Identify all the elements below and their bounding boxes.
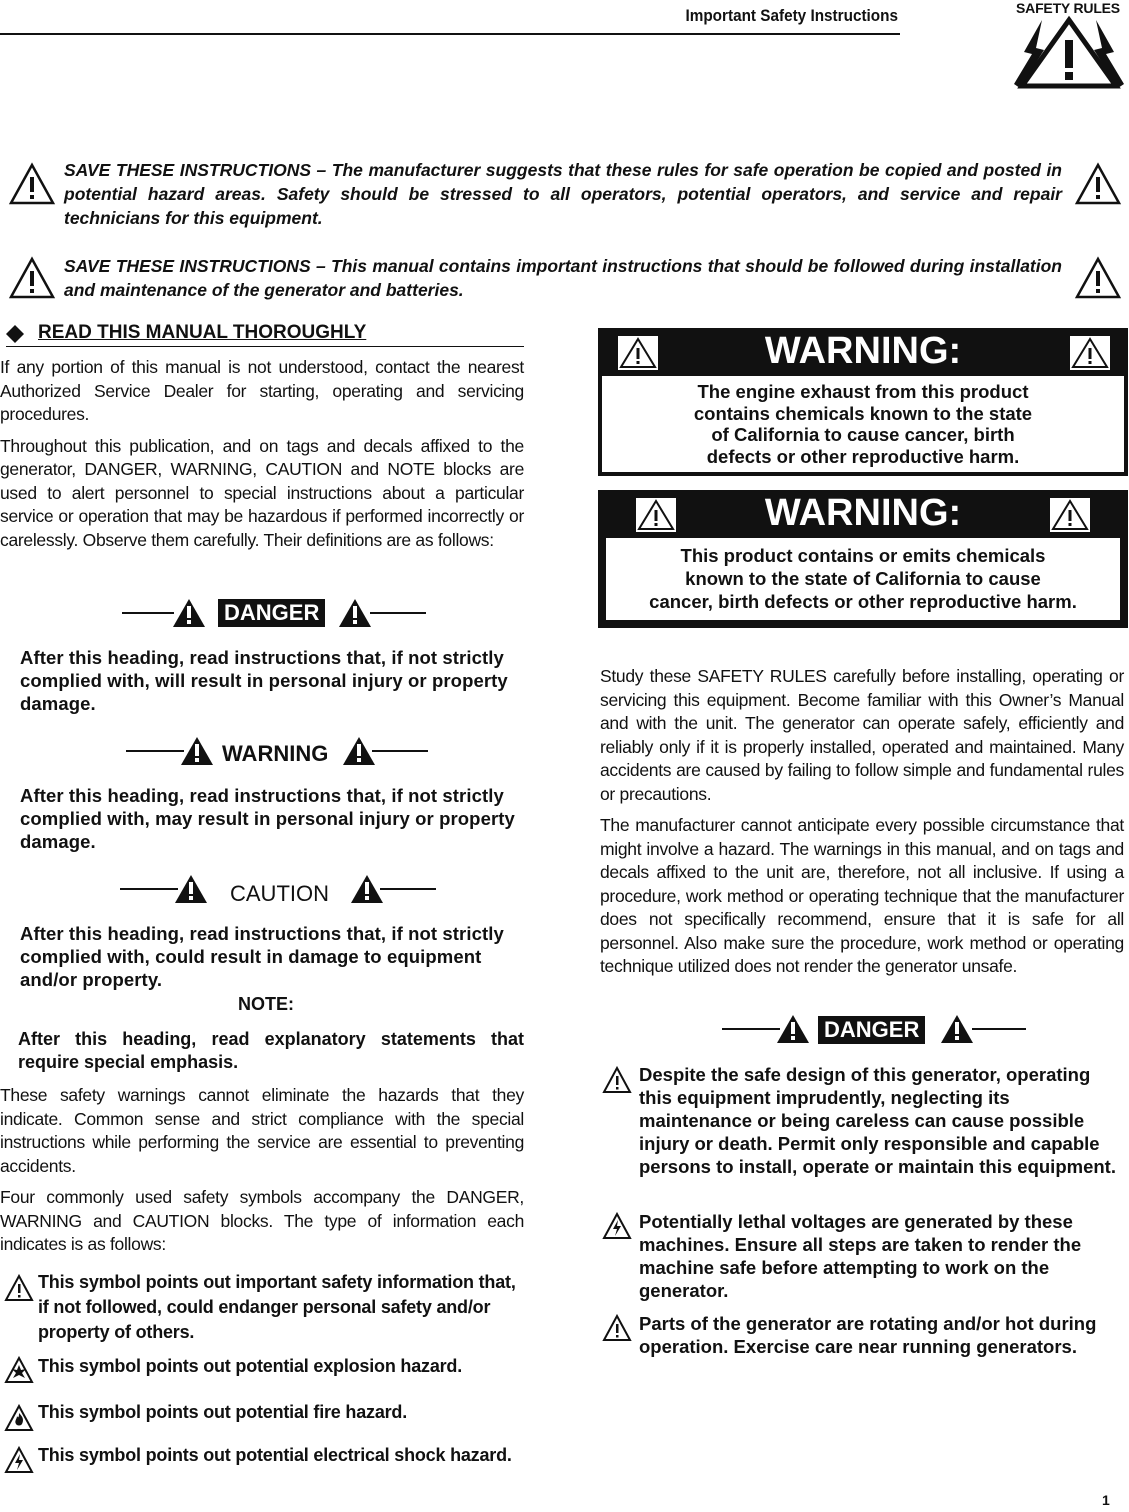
save-instructions-notice-1 [64,158,1062,230]
danger-item: Parts of the generator are rotating and/or hot during operation. Exercise care near running generators. [639,1313,1097,1357]
warning-box-line: contains chemicals known to the state [693,402,1033,424]
danger-label: DANGER [218,599,325,627]
warning-box-line: The engine exhaust from this product [697,381,1029,402]
warning-triangle-icon [602,1066,632,1094]
warning-triangle-icon [1074,256,1122,300]
page-header-title: Important Safety Instructions [685,6,898,25]
save-instructions-notice-2 [64,254,1062,302]
warning-triangle-icon [8,162,56,206]
symbol-description: This symbol points out potential explosion hazard. [38,1356,463,1376]
warning-triangle-icon [1050,498,1090,532]
safety-rules-lightning-icon [1010,14,1128,90]
right-paragraph: Study these SAFETY RULES carefully before installing, operating or servicing this equipment. Become familiar with this Owner’s Manual and with the unit. The generator can operate safely, efficiently and reliably only if it is properly installed, operated and maintained. Many accidents are caused by failing to follow simple and fundamental rules or precautions. [600,666,1124,804]
caution-rule-right [380,888,436,890]
danger-item: Despite the safe design of this generator, operating this equipment imprudently, neglecting its maintenance or being careless can cause possible injury or death. Permit only responsible and capable persons to install, operate or maintain this equipment. [639,1064,1116,1177]
save-notice-text: – This manual contains important instructions that should be followed during installation and maintenance of the generator and batteries. [64,256,1062,300]
warning-box-line: known to the state of California to cause [685,568,1041,589]
danger-triangle-icon [776,1014,810,1044]
california-warning-box-1 [598,328,1128,476]
right-paragraphs [600,665,1124,987]
closing-paragraph: These safety warnings cannot eliminate the hazards that they indicate. Common sense and strict compliance with the special instructions while performing the service are essential to preventing accidents. [0,1085,524,1176]
save-notice-lead: SAVE THESE INSTRUCTIONS [64,160,312,180]
danger-triangle-icon [338,598,372,628]
danger-rule-right [370,612,426,614]
warning-triangle-icon [602,1314,632,1342]
danger-item: Potentially lethal voltages are generated by these machines. Ensure all steps are taken to render the machine safe before attempting to work on the generator. [639,1211,1082,1301]
diamond-bullet-icon [6,325,24,343]
danger-definition: After this heading, read instructions that, if not strictly complied with, will result in personal injury or property damage. [20,647,508,714]
electric-shock-icon [602,1212,632,1240]
intro-paragraph: If any portion of this manual is not understood, contact the nearest Authorized Service Dealer for starting, operating and servicing procedures. [0,357,524,424]
save-notice-text: – The manufacturer suggests that these rules for safe operation be copied and posted in potential hazard areas. Safety should be stressed to all operators, potential operators, and service and repair technicians for this equipment. [64,160,1062,228]
warning-triangle-icon [8,256,56,300]
header-rule [0,33,900,35]
closing-paragraph: Four commonly used safety symbols accompany the DANGER, WARNING and CAUTION blocks. The type of information each indicates is as follows: [0,1187,524,1254]
danger-triangle-icon [940,1014,974,1044]
symbol-description: This symbol points out potential fire hazard. [38,1402,408,1422]
safety-rules-label: SAFETY RULES [1016,0,1120,16]
caution-rule-left [120,888,178,890]
warning-box-line: This product contains or emits chemicals [680,545,1046,566]
warning-triangle-icon [1070,336,1110,370]
explosion-hazard-icon [4,1356,34,1384]
warning-box-line: defects or other reproductive harm. [706,445,1020,467]
warning-box-line: of California to cause cancer, birth [711,424,1015,445]
warning-label: WARNING [222,741,329,766]
california-warning-box-2 [598,490,1128,628]
right-paragraph: The manufacturer cannot anticipate every possible circumstance that might involve a hazard. The warnings in this manual, and on tags and decals affixed to the unit are, therefore, not all inclusive. If using a procedure, work method or operating technique that the manufacturer does not specifically recommend, ensure that it is safe for all personnel. Also make sure the procedure, work method or operating technique utilized does not render the generator unsafe. [600,815,1124,976]
danger-triangle-icon [172,598,206,628]
closing-paragraphs [0,1084,524,1265]
symbol-description: This symbol points out potential electrical shock hazard. [38,1445,512,1465]
caution-triangle-icon [350,874,384,904]
section-heading [6,322,524,347]
warning-box-body [602,376,1124,472]
save-notice-lead: SAVE THESE INSTRUCTIONS [64,256,311,276]
section-heading-text: READ THIS MANUAL THOROUGHLY [38,322,367,343]
symbol-description: This symbol points out important safety information that, if not followed, could endanger personal safety and/or property of others. [38,1272,516,1342]
page-number: 1 [1102,1492,1110,1508]
warning-box-line: cancer, birth defects or other reproductive harm. [649,591,1077,612]
fire-hazard-icon [4,1404,34,1432]
danger-rule-right [972,1028,1026,1030]
intro-paragraph: Throughout this publication, and on tags and decals affixed to the generator, DANGER, WARNING, CAUTION and NOTE blocks are used to alert personnel to special instructions about a particular service or operation that may be hazardous if performed incorrectly or carelessly. Observe them carefully. Their definitions are as follows: [0,435,524,550]
note-definition: After this heading, read explanatory statements that require special emphasis. [18,1029,524,1072]
warning-rule-left [126,750,184,752]
warning-box-title: WARNING: [764,492,962,534]
warning-triangle-icon [180,736,214,766]
caution-definition: After this heading, read instructions that, if not strictly complied with, could result in damage to equipment and/or property. [20,923,504,990]
warning-box-title: WARNING: [764,330,962,372]
intro-paragraphs [0,356,524,560]
warning-triangle-icon [1074,162,1122,206]
warning-definition: After this heading, read instructions that, if not strictly complied with, may result in personal injury or property damage. [20,785,515,852]
caution-triangle-icon [174,874,208,904]
danger-rule-left [722,1028,780,1030]
electric-shock-icon [4,1446,34,1474]
danger-label: DANGER [818,1016,925,1044]
warning-rule-right [372,750,428,752]
warning-box-body [606,538,1120,620]
danger-rule-left [122,612,174,614]
warning-triangle-icon [4,1274,34,1302]
warning-triangle-icon [342,736,376,766]
note-label: NOTE: [238,994,294,1014]
caution-label: CAUTION [230,881,329,906]
